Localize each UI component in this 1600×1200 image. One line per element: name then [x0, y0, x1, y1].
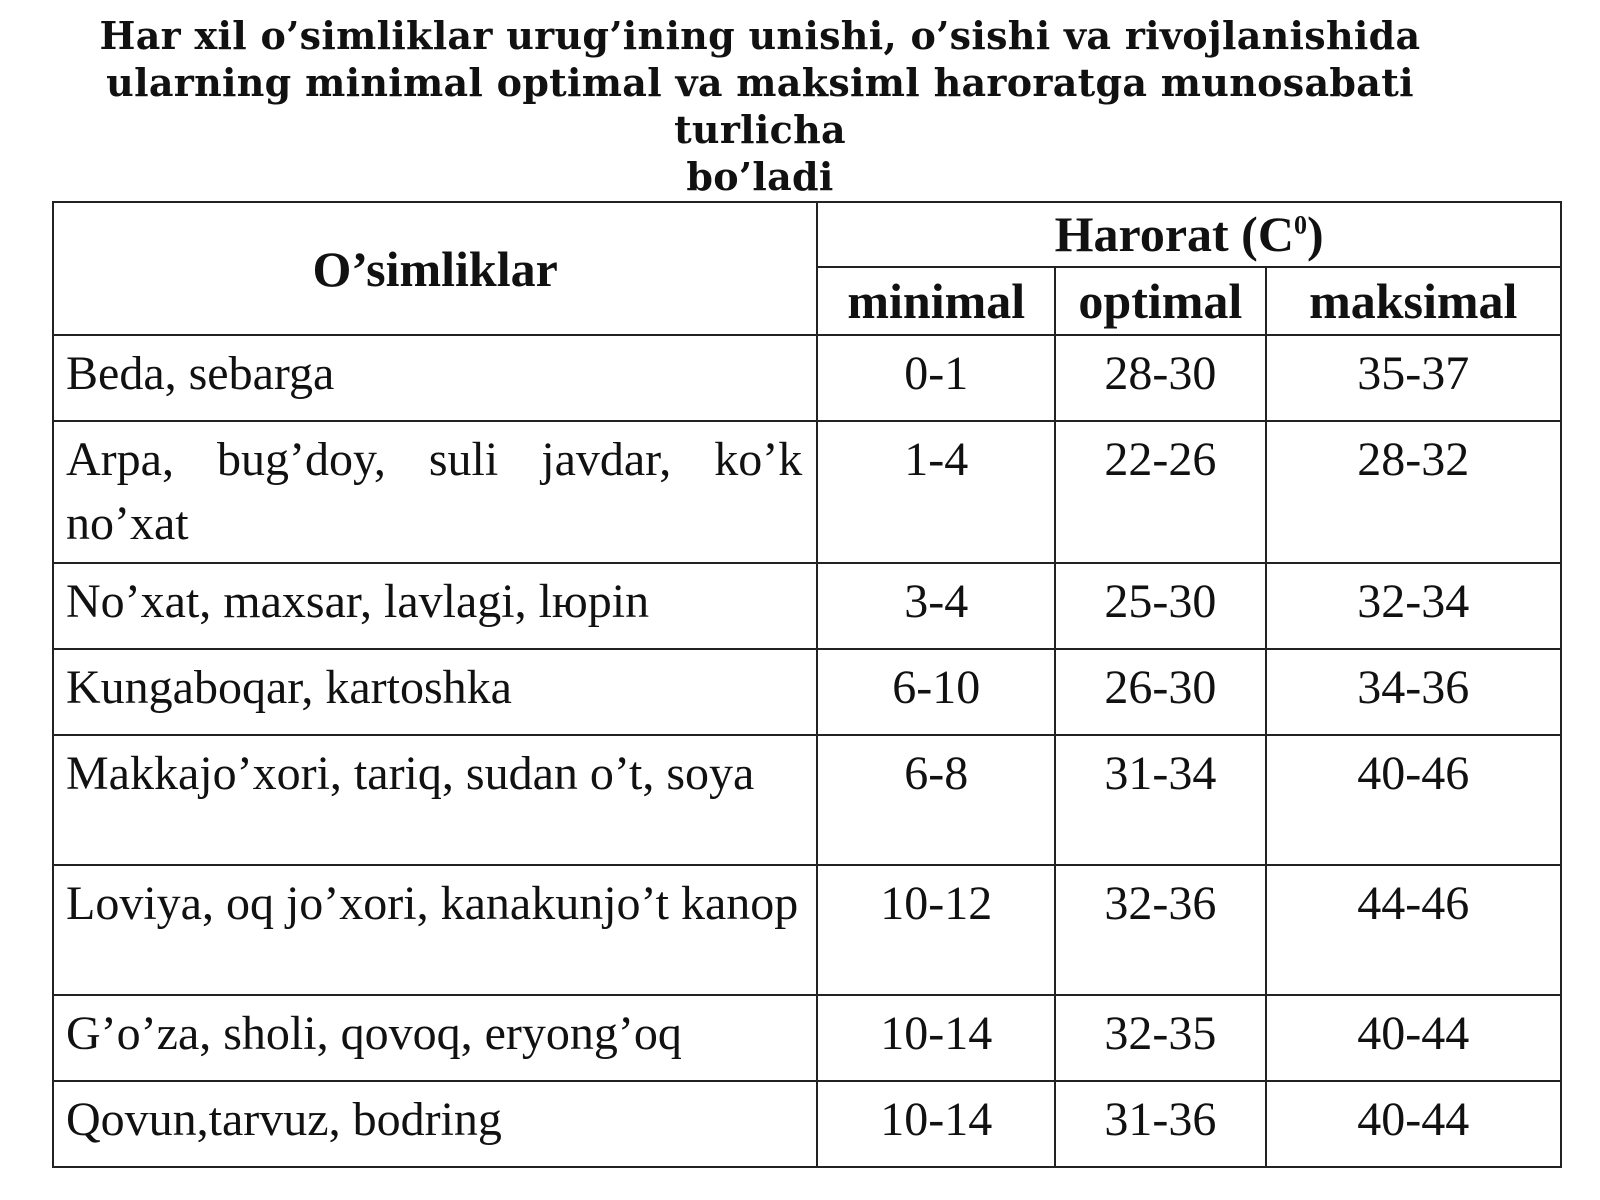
- header-maksimal: maksimal: [1266, 267, 1561, 335]
- cell-minimal: 10-14: [817, 1081, 1055, 1167]
- header-temperature: [817, 202, 1561, 267]
- cell-optimal: 26-30: [1055, 649, 1265, 735]
- header-row-top: [53, 202, 1561, 267]
- title-line-2: ularning minimal optimal va maksiml haroratga munosabati turlicha: [106, 60, 1414, 152]
- cell-maksimal: 44-46: [1266, 865, 1561, 995]
- cell-maksimal: 35-37: [1266, 335, 1561, 421]
- cell-optimal: 22-26: [1055, 421, 1265, 563]
- cell-minimal: 1-4: [817, 421, 1055, 563]
- cell-optimal: 32-36: [1055, 865, 1265, 995]
- title-line-1: Har xil o’simliklar urug’ining unishi, o’sishi va rivojlanishida: [99, 13, 1421, 58]
- cell-minimal: 10-12: [817, 865, 1055, 995]
- header-temperature-close: ): [1306, 206, 1324, 262]
- cell-minimal: 6-8: [817, 735, 1055, 865]
- cell-plants: Loviya, oq jo’xori, kanakunjo’t kanop: [53, 865, 817, 995]
- cell-plants: Beda, sebarga: [53, 335, 817, 421]
- cell-optimal: 31-36: [1055, 1081, 1265, 1167]
- cell-maksimal: 28-32: [1266, 421, 1561, 563]
- cell-optimal: 28-30: [1055, 335, 1265, 421]
- table-row: [53, 563, 1561, 649]
- table-row: [53, 1081, 1561, 1167]
- cell-minimal: 10-14: [817, 995, 1055, 1081]
- cell-plants: Makkajo’xori, tariq, sudan o’t, soya: [53, 735, 817, 865]
- document-title: [40, 12, 1480, 200]
- cell-maksimal: 32-34: [1266, 563, 1561, 649]
- cell-optimal: 25-30: [1055, 563, 1265, 649]
- cell-maksimal: 40-46: [1266, 735, 1561, 865]
- cell-maksimal: 34-36: [1266, 649, 1561, 735]
- header-temperature-degree: 0: [1293, 210, 1307, 240]
- header-minimal: minimal: [817, 267, 1055, 335]
- cell-minimal: 0-1: [817, 335, 1055, 421]
- header-temperature-label: Harorat (C: [1054, 206, 1294, 262]
- cell-optimal: 31-34: [1055, 735, 1265, 865]
- table-row: [53, 865, 1561, 995]
- cell-optimal: 32-35: [1055, 995, 1265, 1081]
- title-line-3: bo’ladi: [686, 154, 834, 199]
- table-row: [53, 421, 1561, 563]
- cell-plants: G’o’za, sholi, qovoq, eryong’oq: [53, 995, 817, 1081]
- cell-minimal: 6-10: [817, 649, 1055, 735]
- table-row: [53, 335, 1561, 421]
- cell-plants: Kungaboqar, kartoshka: [53, 649, 817, 735]
- temperature-table: [52, 201, 1562, 1168]
- header-optimal: optimal: [1055, 267, 1265, 335]
- cell-plants: Arpa, bug’doy, suli javdar, ko’k no’xat: [53, 421, 817, 563]
- cell-maksimal: 40-44: [1266, 995, 1561, 1081]
- cell-plants: Qovun,tarvuz, bodring: [53, 1081, 817, 1167]
- cell-maksimal: 40-44: [1266, 1081, 1561, 1167]
- table-row: [53, 649, 1561, 735]
- cell-plants: No’xat, maxsar, lavlagi, lюpin: [53, 563, 817, 649]
- cell-minimal: 3-4: [817, 563, 1055, 649]
- header-plants: O’simliklar: [53, 202, 817, 335]
- table-row: [53, 735, 1561, 865]
- table-row: [53, 995, 1561, 1081]
